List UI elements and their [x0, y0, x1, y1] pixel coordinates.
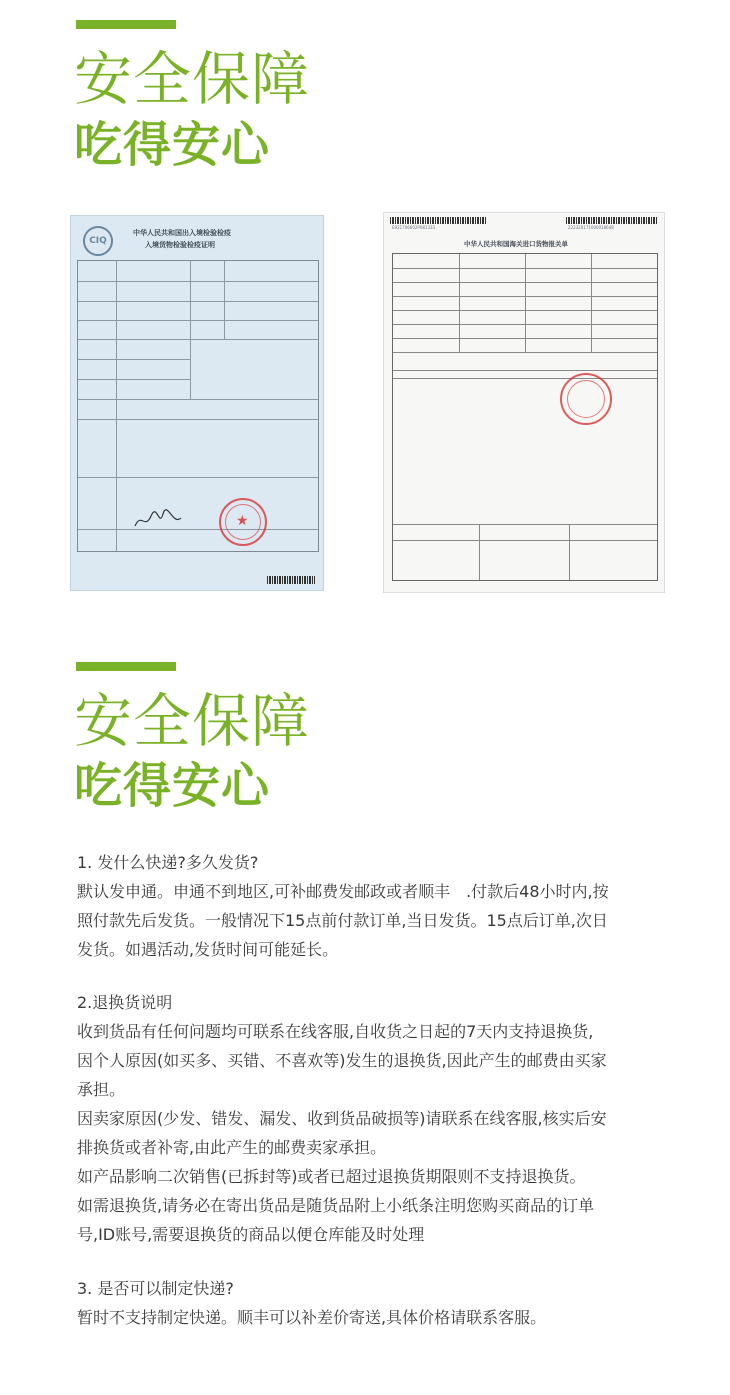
faq-q2-line: 收到货品有任何问题均可联系在线客服,自收货之日起的7天内支持退换货,	[77, 1022, 594, 1041]
faq-q2-line: 承担。	[77, 1080, 126, 1099]
faq-q2-line: 如需退换货,请务必在寄出货品是随货品附上小纸条注明您购买商品的订单	[77, 1196, 595, 1215]
faq-q1-heading: 1. 发什么快递?多久发货?	[77, 853, 259, 872]
faq-q2-line: 如产品影响二次销售(已拆封等)或者已超过退换货期限则不支持退换货。	[77, 1167, 586, 1186]
declaration-table	[392, 253, 658, 581]
faq-q1-line: 照付款先后发货。一般情况下15点前付款订单,当日发货。15点后订单,次日	[77, 911, 608, 930]
red-seal-icon: ★	[219, 498, 267, 546]
faq-q2-line: 因卖家原因(少发、错发、漏发、收到货品破损等)请联系在线客服,核实后安	[77, 1109, 607, 1128]
section1-title: 安全保障	[74, 45, 311, 113]
section2-title: 安全保障	[74, 687, 311, 755]
faq-returns	[77, 988, 677, 1249]
certificate-barcode-icon	[267, 576, 315, 584]
certificate-table	[77, 260, 319, 552]
signature-scribble-icon	[133, 508, 183, 532]
faq-q1-line: 默认发申通。申通不到地区,可补邮费发邮政或者顺丰 .付款后48小时内,按	[77, 882, 609, 901]
customs-declaration-image	[383, 212, 665, 593]
section1-subtitle: 吃得安心	[74, 117, 271, 173]
inspection-certificate-image	[70, 215, 324, 591]
faq-shipping	[77, 848, 677, 964]
barcode-right-icon	[566, 217, 658, 224]
section1-accent-bar	[76, 20, 176, 29]
faq-q3-heading: 3. 是否可以制定快递?	[77, 1279, 234, 1298]
faq-q3-line: 暂时不支持制定快递。顺丰可以补差价寄送,具体价格请联系客服。	[77, 1308, 547, 1327]
faq-q2-line: 因个人原因(如买多、买错、不喜欢等)发生的退换货,因此产生的邮费由买家	[77, 1051, 607, 1070]
certificate-title: 中华人民共和国出入境检验检疫	[133, 229, 231, 237]
barcode-left-icon	[390, 217, 486, 224]
customs-red-seal-icon	[560, 373, 612, 425]
barcode-right-number: 222320171000018648	[568, 225, 614, 230]
faq-q2-line: 排换货或者补寄,由此产生的邮费卖家承担。	[77, 1138, 387, 1157]
ciq-logo-icon: CIQ	[83, 226, 113, 256]
declaration-title: 中华人民共和国海关进口货物报关单	[464, 240, 568, 248]
faq-q1-line: 发货。如遇活动,发货时间可能延长。	[77, 940, 339, 959]
section2-subtitle: 吃得安心	[74, 758, 271, 814]
section2-accent-bar	[76, 662, 176, 671]
faq-q2-heading: 2.退换货说明	[77, 993, 173, 1012]
barcode-left-number: E921706602P081333	[392, 225, 436, 230]
faq-q2-line: 号,ID账号,需要退换货的商品以便仓库能及时处理	[77, 1225, 425, 1244]
certificate-subtitle: 入境货物检验检疫证明	[145, 241, 215, 249]
faq-courier	[77, 1274, 677, 1332]
